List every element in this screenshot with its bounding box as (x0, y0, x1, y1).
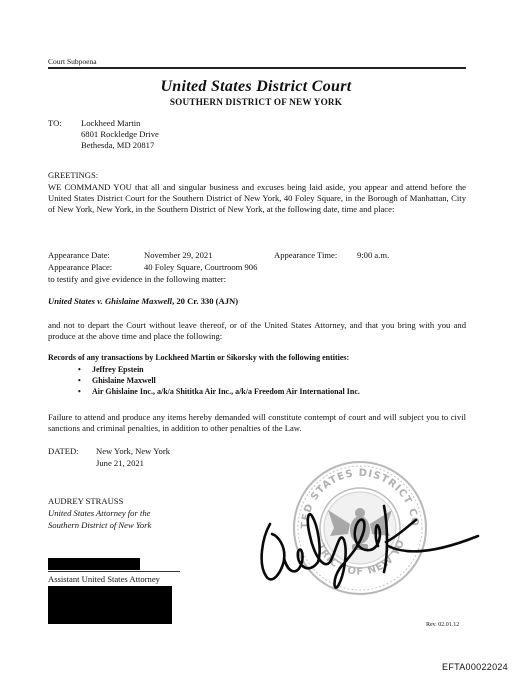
revision-code: Rev. 02.01.12 (426, 622, 460, 628)
redaction-block (48, 558, 140, 570)
attorney-name: AUDREY STRAUSS (48, 496, 124, 506)
district-name: SOUTHERN DISTRICT OF NEW YORK (169, 97, 343, 107)
recipient-name: Lockheed Martin (81, 118, 141, 128)
document-type-label: Court Subpoena (48, 57, 97, 66)
header-rule (48, 67, 466, 69)
signature-line (48, 571, 180, 572)
recipient-city: Bethesda, MD 20817 (81, 140, 155, 150)
appearance-date-label: Appearance Date: (48, 250, 110, 260)
dated-date: June 21, 2021 (96, 458, 144, 468)
appearance-place-label: Appearance Place: (48, 262, 113, 272)
greetings: GREETINGS: (48, 170, 99, 180)
to-label: TO: (48, 118, 62, 128)
appearance-place-value: 40 Foley Square, Courtroom 906 (144, 262, 258, 272)
seal-text-bottom: TRICT OF NEW YO (314, 537, 408, 578)
list-item: • Jeffrey Epstein (92, 364, 360, 375)
redaction-block (48, 586, 172, 624)
appearance-date-value: November 29, 2021 (144, 250, 213, 260)
recipient-street: 6801 Rockledge Drive (81, 129, 159, 139)
dated-label: DATED: (48, 446, 79, 456)
list-item: • Air Ghislaine Inc., a/k/a Shititka Air Inc., a/k/a Freedom Air International Inc. (92, 386, 360, 397)
records-heading: Records of any transactions by Lockheed Martin or Sikorsky with the following entities: (48, 353, 350, 362)
signature (248, 476, 484, 596)
dated-place: New York, New York (96, 446, 171, 456)
attorney-title-line2: Southern District of New York (48, 520, 152, 530)
case-caption (48, 296, 238, 307)
court-title: United States District Court (160, 78, 352, 95)
recipient-address (81, 118, 159, 151)
document-id: EFTA00022024 (442, 662, 508, 672)
entity-list (64, 364, 360, 397)
assistant-attorney-label: Assistant United States Attorney (48, 574, 160, 584)
attorney-title-line1: United States Attorney for the (48, 508, 151, 518)
failure-paragraph: Failure to attend and produce any items hereby demanded will constitute contempt of court and will subject you to civil sanctions and criminal penalties, in addition to other penalties of the Law. (48, 412, 466, 433)
case-number: , 20 Cr. 330 (AJN) (172, 296, 239, 306)
command-paragraph: WE COMMAND YOU that all and singular business and excuses being laid aside, you appear and attend before the United States District Court for the Southern District of New York, 40 Foley Square, in the Borough of Manhattan, City of New York, New York, in the Southern District of New York, at the following date, time and place: (48, 182, 466, 214)
list-item: • Ghislaine Maxwell (92, 375, 360, 386)
depart-paragraph: and not to depart the Court without leave thereof, or of the United States Attorney, and that you bring with you and produce at the above time and place the following: (48, 320, 466, 341)
case-name: United States v. Ghislaine Maxwell (48, 296, 173, 306)
testify-line: to testify and give evidence in the following matter: (48, 274, 227, 284)
appearance-time-label: Appearance Time: (274, 250, 338, 260)
seal-text-top: TED STATES DISTRICT CO (299, 467, 421, 530)
appearance-time-value: 9:00 a.m. (357, 250, 390, 260)
